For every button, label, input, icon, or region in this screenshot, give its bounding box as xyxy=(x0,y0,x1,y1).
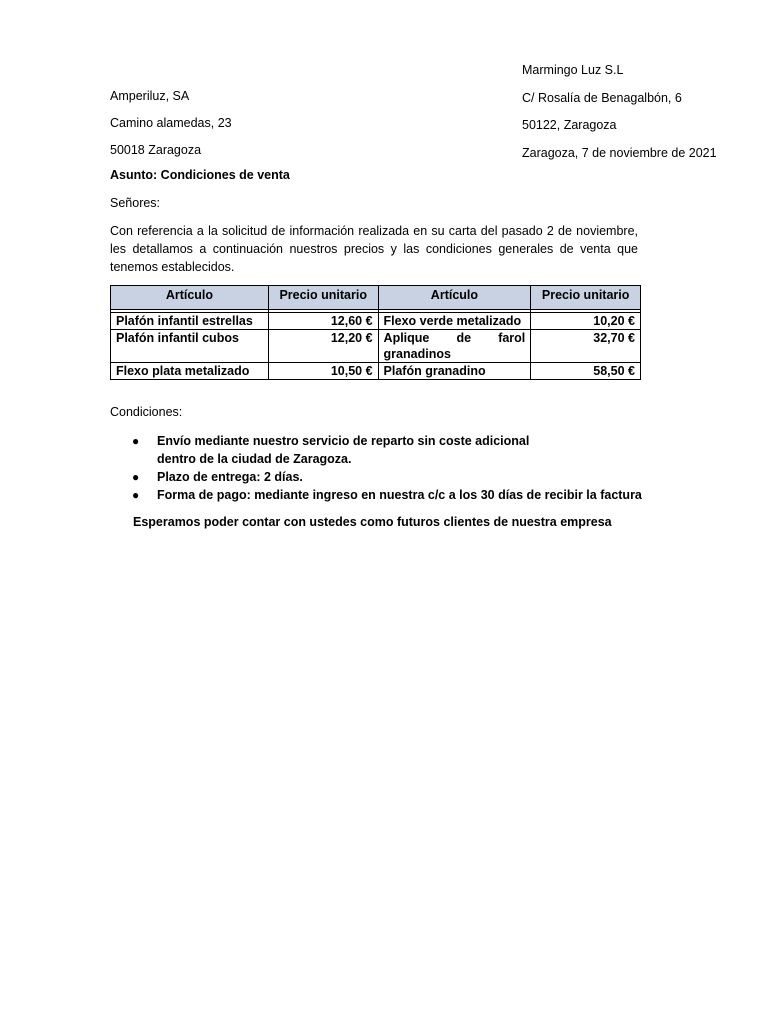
bullet-icon: ● xyxy=(132,488,140,502)
condition-text: Plazo de entrega: 2 días. xyxy=(157,470,303,484)
list-item xyxy=(132,432,567,468)
condition-text: Forma de pago: mediante ingreso en nuestra c/c a los 30 días de recibir la factura xyxy=(157,488,642,502)
header-article-1: Artículo xyxy=(111,286,269,310)
recipient-name: Amperiluz, SA xyxy=(110,89,190,103)
conditions-title: Condiciones: xyxy=(110,405,183,419)
header-unit-price-1: Precio unitario xyxy=(268,286,378,310)
list-item xyxy=(132,468,642,486)
letter-closing: Esperamos poder contar con ustedes como futuros clientes de nuestra empresa xyxy=(133,515,612,529)
bullet-icon: ● xyxy=(132,470,140,484)
letter-body: Con referencia a la solicitud de información realizada en su carta del pasado 2 de noviembre, les detallamos a continuación nuestros precios y las condiciones generales de venta que tenemos establecidos. xyxy=(110,224,638,274)
table-row xyxy=(111,313,641,330)
article-cell: Flexo plata metalizado xyxy=(111,363,269,380)
table-row xyxy=(111,330,641,363)
list-item xyxy=(132,486,642,504)
header-article-2: Artículo xyxy=(378,286,531,310)
price-cell: 10,20 € xyxy=(531,313,641,330)
sender-address-block xyxy=(522,61,717,171)
condition-text: Envío mediante nuestro servicio de reparto sin coste adicional dentro de la ciudad de Zaragoza. xyxy=(157,434,530,466)
article-cell: Plafón infantil cubos xyxy=(111,330,269,363)
article-cell: Aplique de farol granadinos xyxy=(378,330,531,363)
sender-name: Marmingo Luz S.L xyxy=(522,63,624,77)
price-cell: 10,50 € xyxy=(268,363,378,380)
recipient-address-block xyxy=(110,87,232,168)
price-cell: 58,50 € xyxy=(531,363,641,380)
table-row xyxy=(111,363,641,380)
price-table xyxy=(110,285,641,380)
conditions-list xyxy=(132,432,642,504)
sender-street: C/ Rosalía de Benagalbón, 6 xyxy=(522,90,682,105)
bullet-icon: ● xyxy=(132,434,140,448)
sender-city: 50122, Zaragoza xyxy=(522,118,617,132)
price-cell: 12,20 € xyxy=(268,330,378,363)
letter-date: Zaragoza, 7 de noviembre de 2021 xyxy=(522,145,717,160)
article-cell: Flexo verde metalizado xyxy=(378,313,531,330)
recipient-city: 50018 Zaragoza xyxy=(110,143,202,157)
header-unit-price-2: Precio unitario xyxy=(531,286,641,310)
letter-salutation: Señores: xyxy=(110,196,161,210)
article-cell: Plafón infantil estrellas xyxy=(111,313,269,330)
recipient-street: Camino alamedas, 23 xyxy=(110,116,232,130)
price-cell: 32,70 € xyxy=(531,330,641,363)
price-cell: 12,60 € xyxy=(268,313,378,330)
article-cell: Plafón granadino xyxy=(378,363,531,380)
letter-subject: Asunto: Condiciones de venta xyxy=(110,168,290,182)
price-table-header-row xyxy=(111,286,641,310)
